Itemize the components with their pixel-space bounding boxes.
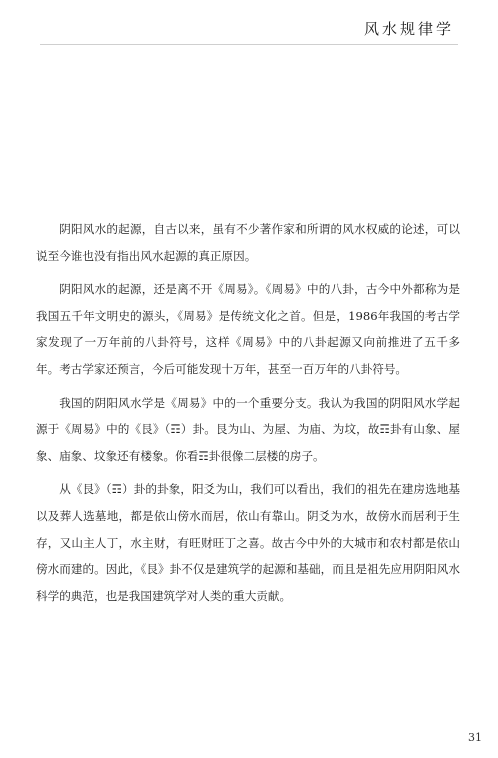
paragraph-1: 阴阳风水的起源，自古以来，虽有不少著作家和所谓的风水权威的论述，可以说至今谁也没有指出风水起源的真正原因。 <box>36 222 460 263</box>
paragraph-3: 我国的阴阳风水学是《周易》中的一个重要分支。我认为我国的阴阳风水学起源于《周易》中的《艮》（☶）卦。艮为山、为屋、为庙、为坟，故☶卦有山象、屋象、庙象、坟象还有楼象。你看☶卦很像二层楼的房子。 <box>36 395 460 463</box>
header-rule <box>40 44 458 45</box>
paragraph-4: 从《艮》（☶）卦的卦象，阳爻为山，我们可以看出，我们的祖先在建房选地基以及葬人选墓地，都是依山傍水而居，依山有靠山。阴爻为水，故傍水而居利于生存，又山主人丁，水主财，有旺财旺丁之喜。故古今中外的大城市和农村都是依山傍水而建的。因此，《艮》卦不仅是建筑学的起源和基础，而且是祖先应用阴阳风水科学的典范，也是我国建筑学对人类的重大贡献。 <box>36 482 460 603</box>
paragraph-2: 阴阳风水的起源，还是离不开《周易》。《周易》中的八卦，古今中外都称为是我国五千年文明史的源头，《周易》是传统文化之首。但是，1986年我国的考古学家发现了一万年前的八卦符号，这样《周易》中的八卦起源又向前推进了五千多年。考古学家还预言，今后可能发现十万年，甚至一百万年的八卦符号。 <box>36 282 460 376</box>
running-head-title: 风水规律学 <box>363 20 454 38</box>
page-number: 31 <box>468 731 482 744</box>
body-text <box>36 216 460 616</box>
